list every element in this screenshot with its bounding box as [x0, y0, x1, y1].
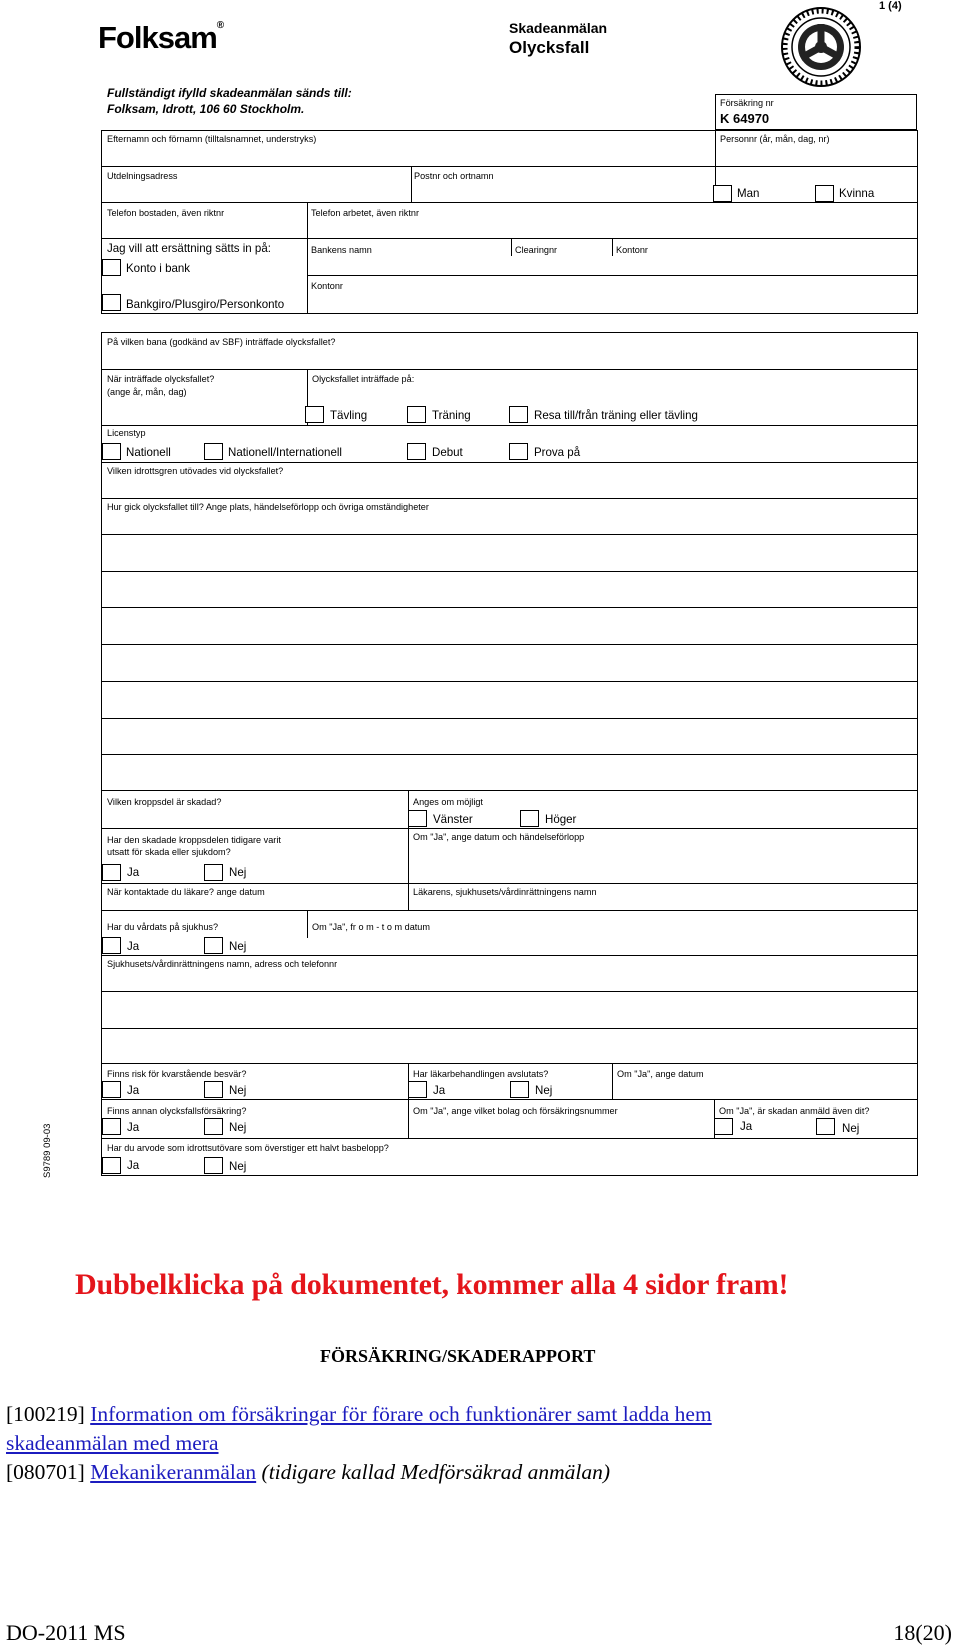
footer-left: DO-2011 MS: [6, 1620, 126, 1645]
footer-right: 18(20): [893, 1620, 952, 1645]
send-to-line2: Folksam, Idrott, 106 60 Stockholm.: [107, 102, 305, 116]
notice-text: Dubbelklicka på dokumentet, kommer alla 4 sidor fram!: [75, 1268, 789, 1301]
entry-2-link[interactable]: Mekanikeranmälan: [90, 1460, 257, 1484]
payment-label: Jag vill att ersättning sätts in på:: [107, 241, 271, 255]
national-checkbox[interactable]: [102, 443, 121, 460]
treatment-no-label: Nej: [535, 1083, 553, 1097]
bank-account-checkbox[interactable]: [102, 259, 121, 276]
sport-label: Vilken idrottsgren utövades vid olycksfallet?: [107, 466, 284, 477]
woman-label: Kvinna: [839, 186, 875, 200]
entry-2: [6, 1459, 610, 1485]
travel-checkbox[interactable]: [509, 406, 528, 423]
training-checkbox[interactable]: [407, 406, 426, 423]
hospital-info-label: Sjukhusets/vårdinrättningens namn, adress och telefonnr: [107, 959, 338, 970]
phone-home-label: Telefon bostaden, även riktnr: [107, 208, 225, 219]
man-checkbox[interactable]: [713, 185, 732, 202]
folksam-logo: [98, 20, 223, 56]
national-int-label: Nationell/Internationell: [228, 445, 342, 459]
debut-checkbox[interactable]: [407, 443, 426, 460]
right-checkbox[interactable]: [520, 810, 539, 827]
policy-number: K 64970: [720, 111, 770, 126]
entry-2-code: [080701]: [6, 1460, 85, 1484]
entry-1: [6, 1401, 712, 1427]
when-label-1: När inträffade olycksfallet?: [107, 374, 215, 385]
side-code: S9789 09-03: [42, 1123, 53, 1178]
doctor-name-label: Läkarens, sjukhusets/vårdinrättningens namn: [413, 887, 597, 898]
prev-injury-no-checkbox[interactable]: [204, 864, 223, 881]
entry-1-link[interactable]: Information om försäkringar för förare och funktionärer samt ladda hem: [90, 1402, 712, 1426]
national-int-checkbox[interactable]: [204, 443, 223, 460]
competition-label: Tävling: [330, 408, 368, 422]
fee-no-checkbox[interactable]: [204, 1157, 223, 1174]
fee-label: Har du arvode som idrottsutövare som överstiger ett halvt basbelopp?: [107, 1143, 389, 1154]
training-label: Träning: [432, 408, 471, 422]
hospital-no-label: Nej: [229, 939, 247, 953]
when-label-2: (ange år, mån, dag): [107, 387, 187, 398]
other-insurance-yes-label: Ja: [127, 1120, 140, 1134]
giro-checkbox[interactable]: [102, 294, 121, 311]
national-label: Nationell: [126, 445, 171, 459]
man-label: Man: [737, 186, 760, 200]
other-insurance-no-label: Nej: [229, 1120, 247, 1134]
if-yes-date-label: Om "Ja", ange datum och händelseförlopp: [413, 832, 585, 843]
bank-account-option: Konto i bank: [126, 261, 191, 275]
name-label: Efternamn och förnamn (tilltalsnamnet, understryks): [107, 134, 317, 145]
entry-1-code: [100219]: [6, 1402, 85, 1426]
giro-option: Bankgiro/Plusgiro/Personkonto: [126, 297, 285, 311]
account-label-2: Kontonr: [311, 281, 343, 292]
residual-label: Finns risk för kvarstående besvär?: [107, 1069, 247, 1080]
other-insurance-yes-checkbox[interactable]: [102, 1118, 121, 1135]
prev-injury-yes-checkbox[interactable]: [102, 864, 121, 881]
clearing-label: Clearingnr: [515, 245, 558, 256]
other-company-label: Om "Ja", ange vilket bolag och försäkringsnummer: [413, 1106, 618, 1117]
other-insurance-no-checkbox[interactable]: [204, 1118, 223, 1135]
form-title-large: Olycksfall: [509, 38, 590, 57]
debut-label: Debut: [432, 445, 463, 459]
logo-mark: ®: [216, 20, 224, 31]
treatment-no-checkbox[interactable]: [510, 1081, 529, 1098]
left-checkbox[interactable]: [408, 810, 427, 827]
reported-yes-checkbox[interactable]: [714, 1118, 733, 1135]
woman-checkbox[interactable]: [815, 185, 834, 202]
other-insurance-label: Finns annan olycksfallsförsäkring?: [107, 1106, 247, 1117]
travel-label: Resa till/från träning eller tävling: [534, 408, 698, 422]
doctor-contact-label: När kontaktade du läkare? ange datum: [107, 887, 265, 898]
account-label: Kontonr: [616, 245, 648, 256]
residual-yes-label: Ja: [127, 1083, 140, 1097]
prev-injury-label-1: Har den skadade kroppsdelen tidigare varit: [107, 835, 281, 846]
personal-section: [101, 130, 918, 314]
hospital-yes-label: Ja: [127, 939, 140, 953]
page-marker: 1 (4): [879, 0, 902, 12]
treatment-yes-checkbox[interactable]: [408, 1081, 427, 1098]
treatment-date-label: Om "Ja", ange datum: [617, 1069, 704, 1080]
bodypart-label: Vilken kroppsdel är skadad?: [107, 797, 222, 808]
sbf-seal-icon: [780, 6, 862, 88]
trial-checkbox[interactable]: [509, 443, 528, 460]
form-title-small: Skadeanmälan: [509, 20, 608, 36]
entry-2-note: (tidigare kallad Medförsäkrad anmälan): [261, 1460, 611, 1484]
hospital-no-checkbox[interactable]: [204, 937, 223, 954]
reported-no-label: Nej: [842, 1121, 860, 1135]
left-label: Vänster: [433, 812, 473, 826]
section-heading: FÖRSÄKRING/SKADERAPPORT: [320, 1346, 596, 1366]
entry-1-link-cont[interactable]: skadeanmälan med mera: [6, 1431, 219, 1455]
postal-label: Postnr och ortnamn: [414, 171, 494, 182]
phone-work-label: Telefon arbetet, även riktnr: [311, 208, 419, 219]
entry-1-cont: [6, 1430, 219, 1456]
treatment-yes-label: Ja: [433, 1083, 446, 1097]
treatment-done-label: Har läkarbehandlingen avslutats?: [413, 1069, 549, 1080]
prev-injury-yes-label: Ja: [127, 865, 140, 879]
residual-yes-checkbox[interactable]: [102, 1081, 121, 1098]
competition-checkbox[interactable]: [305, 406, 324, 423]
policy-label: Försäkring nr: [720, 98, 774, 109]
fee-yes-checkbox[interactable]: [102, 1157, 121, 1174]
residual-no-label: Nej: [229, 1083, 247, 1097]
personnr-label: Personnr (år, mån, dag, nr): [720, 134, 830, 145]
logo-text: Folksam: [98, 20, 217, 55]
prev-injury-label-2: utsatt för skada eller sjukdom?: [107, 847, 231, 858]
prev-injury-no-label: Nej: [229, 865, 247, 879]
right-label: Höger: [545, 812, 577, 826]
reported-yes-label: Ja: [740, 1119, 753, 1133]
hospital-yes-checkbox[interactable]: [102, 937, 121, 954]
how-label: Hur gick olycksfallet till? Ange plats, händelseförlopp och övriga omständigheter: [107, 502, 429, 513]
track-label: På vilken bana (godkänd av SBF) inträffade olycksfallet?: [107, 337, 336, 348]
occurred-at-label: Olycksfallet inträffade på:: [312, 374, 415, 385]
trial-label: Prova på: [534, 445, 581, 459]
specify-label: Anges om möjligt: [413, 797, 483, 808]
license-label: Licenstyp: [107, 428, 146, 439]
hospital-dates-label: Om "Ja", fr o m - t o m datum: [312, 922, 430, 933]
send-to-line1: Fullständigt ifylld skadeanmälan sänds till:: [107, 86, 352, 100]
fee-no-label: Nej: [229, 1159, 247, 1173]
address-label: Utdelningsadress: [107, 171, 178, 182]
bank-name-label: Bankens namn: [311, 245, 372, 256]
hospital-label: Har du vårdats på sjukhus?: [107, 922, 219, 933]
residual-no-checkbox[interactable]: [204, 1081, 223, 1098]
fee-yes-label: Ja: [127, 1158, 140, 1172]
reported-no-checkbox[interactable]: [816, 1118, 835, 1135]
reported-label: Om "Ja", är skadan anmäld även dit?: [719, 1106, 870, 1117]
